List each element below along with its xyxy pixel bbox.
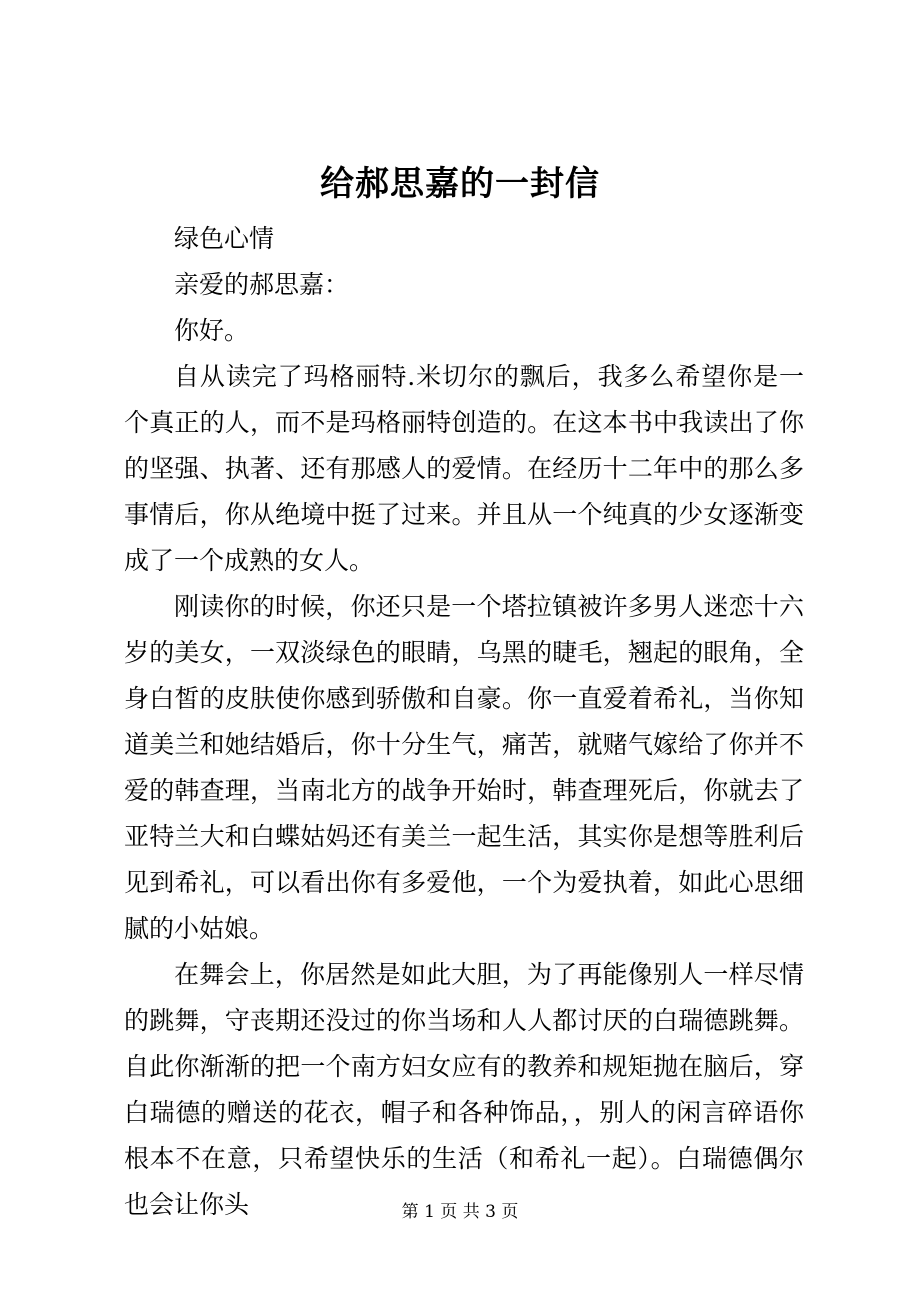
body-paragraph: 刚读你的时候，你还只是一个塔拉镇被许多男人迷恋十六岁的美女，一双淡绿色的眼睛，乌黑的睫毛，翘起的眼角，全身白皙的皮肤使你感到骄傲和自豪。你一直爱着希礼，当你知道美兰和她结婚后，你十分生气，痛苦，就赌气嫁给了你并不爱的韩查理，当南北方的战争开始时，韩查理死后，你就去了亚特兰大和白蝶姑妈还有美兰一起生活，其实你是想等胜利后见到希礼，可以看出你有多爱他，一个为爱执着，如此心思细腻的小姑娘。 [124, 592, 804, 943]
page-footer: 第 1 页 共 3 页 [401, 1202, 519, 1222]
author-line: 绿色心情 [174, 224, 275, 253]
body-paragraph: 在舞会上，你居然是如此大胆，为了再能像别人一样尽情的跳舞，守丧期还没过的你当场和人人都讨厌的白瑞德跳舞。自此你渐渐的把一个南方妇女应有的教养和规矩抛在脑后，穿白瑞德的赠送的花衣，帽子和各种饰品，，别人的闲言碎语你根本不在意，只希望快乐的生活（和希礼一起）。白瑞德偶尔也会让你头 [124, 960, 804, 1219]
greeting-line: 你好。 [174, 316, 250, 345]
document-body [124, 216, 804, 1228]
body-paragraph: 自从读完了玛格丽特.米切尔的飘后，我多么希望你是一个真正的人，而不是玛格丽特创造的。在这本书中我读出了你的坚强、执著、还有那感人的爱情。在经历十二年中的那么多事情后，你从绝境中挺了过来。并且从一个纯真的少女逐渐变成了一个成熟的女人。 [124, 362, 804, 575]
salutation-line: 亲爱的郝思嘉： [174, 270, 350, 299]
document-title: 给郝思嘉的一封信 [320, 164, 600, 204]
